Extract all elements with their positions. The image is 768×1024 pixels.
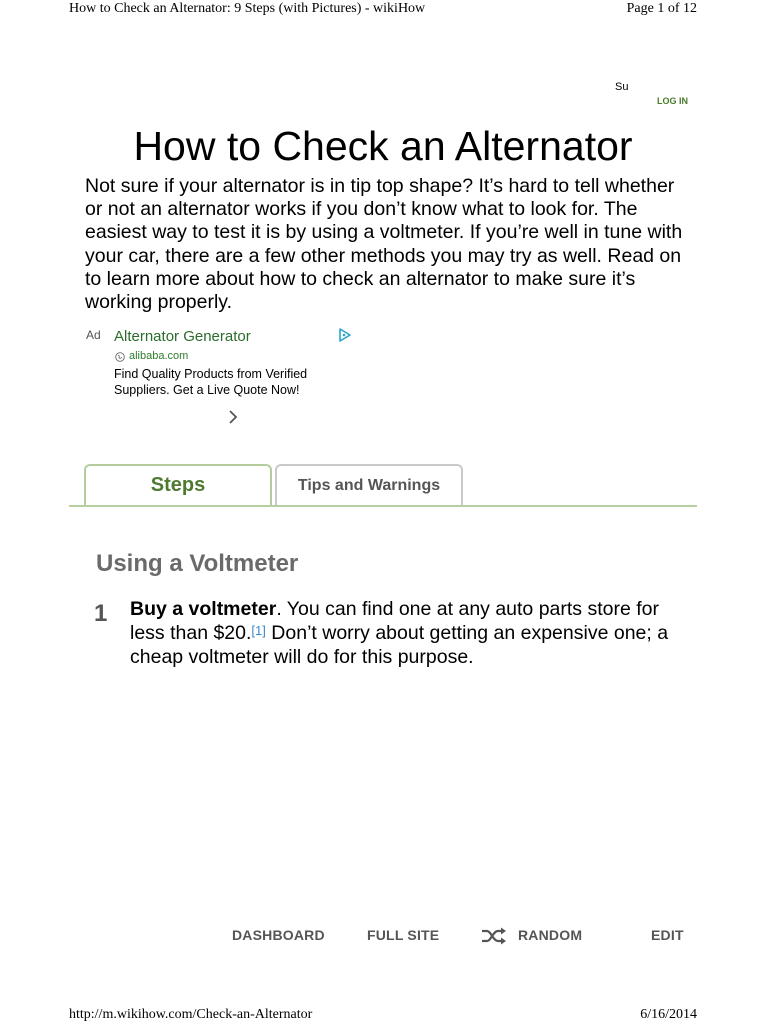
tab-divider [69, 505, 697, 507]
print-header-title: How to Check an Alternator: 9 Steps (with Pictures) - wikiHow [69, 1, 426, 16]
adchoices-icon[interactable] [338, 328, 352, 342]
step-number: 1 [94, 600, 108, 627]
section-title: Using a Voltmeter [96, 550, 299, 577]
print-page-number: Page 1 of 12 [626, 1, 697, 16]
step-text [130, 597, 670, 669]
tab-tips-label: Tips and Warnings [297, 476, 441, 494]
reference-link[interactable]: [1] [251, 623, 266, 638]
dashboard-link[interactable]: DASHBOARD [232, 927, 325, 943]
full-site-link[interactable]: FULL SITE [367, 927, 440, 943]
random-link[interactable]: RANDOM [518, 927, 583, 943]
edit-link[interactable]: EDIT [651, 927, 684, 943]
step-bold-text: Buy a voltmeter [130, 598, 277, 620]
step-text-part1: . You can find one at any auto parts store for less than $20. [130, 598, 659, 644]
print-footer-date: 6/16/2014 [640, 1007, 697, 1022]
article-intro: Not sure if your alternator is in tip top shape? It’s hard to tell whether or not an alternator works if you don’t know what to look for. The easiest way to test it is by using a voltmeter. If you’re well in tune with your car, there are a few other methods you may try as well. Read on to learn more about how to check an alternator to make sure it’s working properly. [85, 175, 683, 314]
tab-steps-label: Steps [150, 474, 206, 496]
login-link[interactable]: LOG IN [657, 96, 688, 106]
truncated-header-text: Su [615, 81, 629, 93]
tab-steps[interactable] [84, 464, 272, 505]
page-title: How to Check an Alternator [133, 123, 633, 169]
shuffle-icon[interactable] [481, 927, 507, 945]
ad-label: Ad [86, 328, 101, 342]
chevron-right-icon[interactable] [227, 408, 239, 426]
ad-domain: alibaba.com [129, 350, 189, 362]
ad-title-link[interactable]: Alternator Generator [114, 328, 251, 345]
globe-icon [115, 352, 125, 362]
ad-description: Find Quality Products from Verified Suppliers. Get a Live Quote Now! [114, 367, 308, 397]
tab-tips-and-warnings[interactable] [275, 464, 463, 505]
print-footer-url: http://m.wikihow.com/Check-an-Alternator [69, 1007, 313, 1022]
step-text-part2: Don’t worry about getting an expensive one; a cheap voltmeter will do for this purpose. [130, 622, 669, 668]
